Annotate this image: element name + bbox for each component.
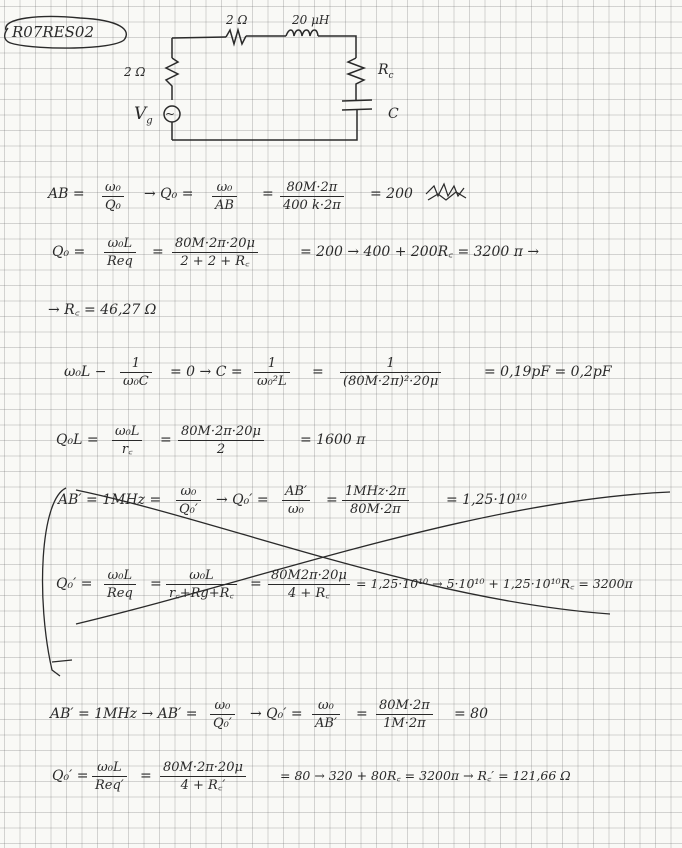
eq8-frac1: $\frac{\text{ω₀}}{\text{Q₀′}}$ [210,698,235,731]
eq2-result: = 200 → 400 + 200R꜀ = 3200 π → [300,244,540,260]
eq1-frac1: $\frac{\text{ω₀}}{\text{Q₀}}$ [102,180,124,213]
eq7-eq: = [150,576,162,592]
label-capacitor: C [388,106,399,122]
circuit-wires [164,30,372,140]
eq1-lhs: AB = [48,186,85,202]
eq4-eq: = [312,364,324,380]
eq1-frac3: $\frac{80M\cdot 2\pi}{400 k\cdot 2\pi}$ [280,180,344,213]
eq7-result: = 1,25·10¹⁰ → 5·10¹⁰ + 1,25·10¹⁰R꜀ = 3200π [356,576,633,591]
label-inductor: 20 μH [292,13,330,27]
eq4-frac2: $\frac{1}{\text{ω₀²L}}$ [254,356,290,389]
eq8-eq: = [356,706,368,722]
eq4-lhs: ω₀L − [64,364,107,380]
eq4-frac3: $\frac{1}{\text{(80M·2π)²·20μ}}$ [340,356,441,389]
eq4-mid: = 0 → C = [170,364,243,380]
eq9-eq: = [140,768,152,784]
eq6-mid: → Q₀′ = [216,492,269,508]
eq2-frac1: ω₀L Req [104,236,136,269]
eq7-eq2: = [250,576,262,592]
eq6-lhs: AB′ = 1MHz = [58,492,162,508]
label-rc: $R_c$ [378,62,394,81]
eq5-frac1: $\frac{\text{ω₀L}}{r꜀}$ [112,424,142,457]
scribble-mark [426,184,466,200]
eq5-eq: = [160,432,172,448]
eq9-lhs: Q₀′ = [52,768,89,784]
eq1-eq: = [262,186,274,202]
eq5-frac2: $\frac{80M\cdot 2\pi\cdot 20\mu}{2}$ [178,424,264,457]
eq6-frac1: $\frac{\text{ω₀}}{\text{Q₀′}}$ [176,484,201,517]
eq8-mid: → Q₀′ = [250,706,303,722]
eq7-frac1: ω₀L Req [104,568,136,601]
label-r1: 2 Ω [226,13,248,27]
eq9-frac1: ω₀L Req′ [92,760,127,793]
eq1-result: = 200 [370,186,413,202]
label-r-series: 2 Ω [124,65,146,79]
eq2-frac2: $\frac{80M\cdot 2\pi\cdot 20\mu}{2 + 2 + R꜀}$ [172,236,258,269]
document-id: R07RES02 [12,23,94,41]
eq4-frac1: $\frac{1}{\text{ω₀C}}$ [120,356,152,389]
eq2-eq: = [152,244,164,260]
eq6-frac2: $\frac{AB'}{\text{ω₀}}$ [282,484,310,517]
eq2-lhs: Q₀ = [52,244,86,260]
eq9-frac2: $\frac{80M\cdot 2\pi\cdot 20\mu}{4 + R꜀'}$ [160,760,246,793]
eq6-frac3: 1MHz·2π 80M·2π [342,484,409,517]
eq7-frac3: $\frac{80M2\pi\cdot 20\mu}{4 + R꜀}$ [268,568,350,601]
eq8-frac2: $\frac{\text{ω₀}}{AB'}$ [312,698,340,731]
eq1-mid: → Q₀ = [144,186,194,202]
label-vg: $V_g$ [134,104,153,127]
eq1-frac2: $\frac{\text{ω₀}}{AB}$ [212,180,237,213]
eq8-result: = 80 [454,706,488,722]
eq8-frac3: $\frac{80M\cdot 2\pi}{1M\cdot 2\pi}$ [376,698,433,731]
eq7-frac2: $\frac{\text{ω₀L}}{r꜀+Rg+R꜀}$ [166,568,237,601]
eq3-result: → R꜀ = 46,27 Ω [48,302,157,318]
eq8-lhs: AB′ = 1MHz → AB′ = [50,706,198,722]
eq6-eq: = [326,492,338,508]
eq6-result: = 1,25·10¹⁰ [446,492,527,508]
eq7-lhs: Q₀′ = [56,576,93,592]
eq4-result: = 0,19pF = 0,2pF [484,364,612,380]
eq5-result: = 1600 π [300,432,366,448]
source-symbol: ~ [165,107,176,121]
eq5-lhs: Q₀L = [56,432,99,448]
eq9-result: = 80 → 320 + 80R꜀ = 3200π → R꜀′ = 121,66 Ω [280,768,571,783]
